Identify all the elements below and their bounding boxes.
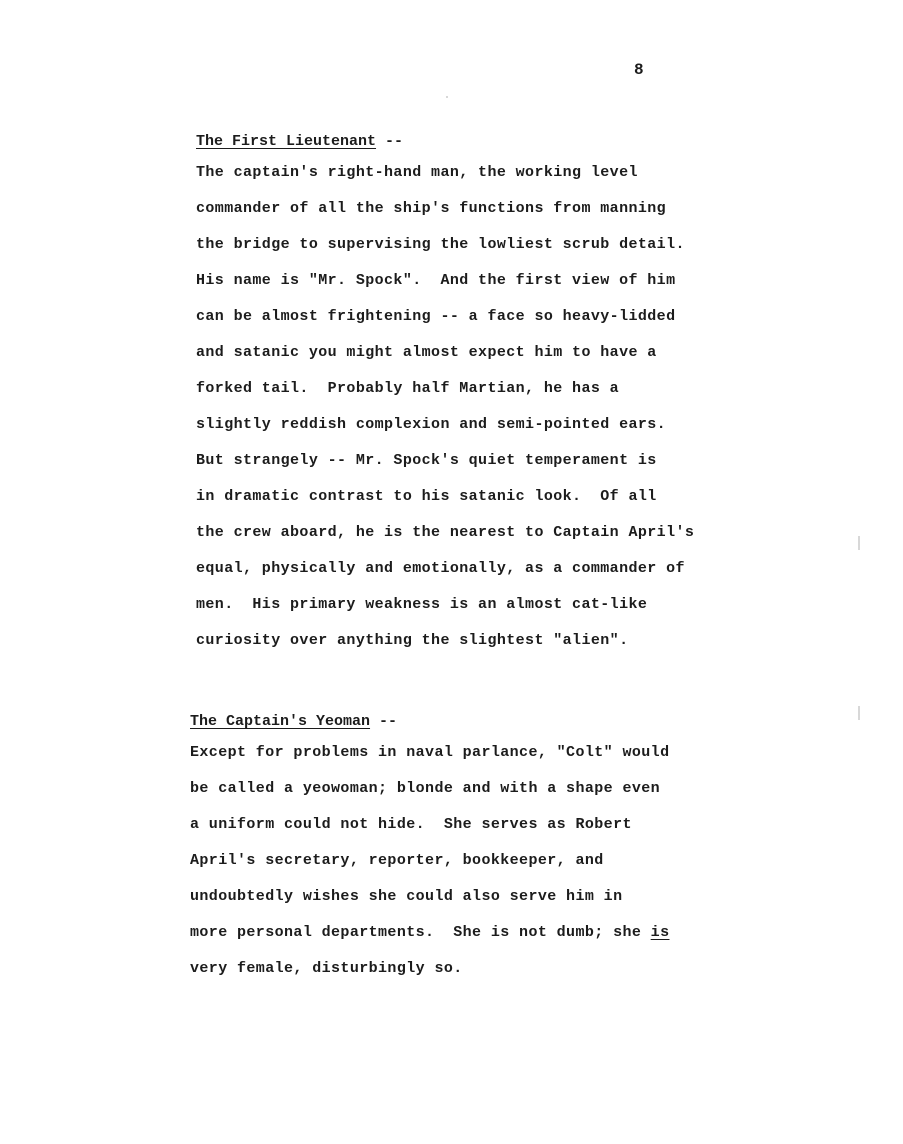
text-line: men. His primary weakness is an almost cat-like bbox=[196, 596, 648, 613]
text-line: the crew aboard, he is the nearest to Captain April's bbox=[196, 524, 695, 541]
text-line: can be almost frightening -- a face so heavy-lidded bbox=[196, 308, 676, 325]
text-line: curiosity over anything the slightest "alien". bbox=[196, 632, 629, 649]
text-line: very female, disturbingly so. bbox=[190, 960, 463, 977]
section-heading-title: The First Lieutenant bbox=[196, 133, 377, 150]
text-line: April's secretary, reporter, bookkeeper, and bbox=[190, 852, 604, 869]
text-line: The captain's right-hand man, the working level bbox=[196, 164, 638, 181]
text-line: Except for problems in naval parlance, "Colt" would bbox=[190, 744, 670, 761]
section-heading bbox=[196, 129, 816, 155]
text-line: and satanic you might almost expect him to have a bbox=[196, 344, 657, 361]
text-line: commander of all the ship's functions from manning bbox=[196, 200, 667, 217]
text-line: in dramatic contrast to his satanic look. Of all bbox=[196, 488, 657, 505]
scan-speck bbox=[446, 96, 448, 98]
section-first-lieutenant bbox=[196, 129, 816, 659]
section-heading bbox=[190, 709, 810, 735]
section-heading-dash: -- bbox=[370, 713, 398, 730]
text-line: the bridge to supervising the lowliest scrub detail. bbox=[196, 236, 685, 253]
page-number: 8 bbox=[634, 61, 644, 79]
text-line: forked tail. Probably half Martian, he has a bbox=[196, 380, 620, 397]
scan-speck bbox=[858, 706, 860, 720]
text-line: be called a yeowoman; blonde and with a shape even bbox=[190, 780, 661, 797]
text-line: slightly reddish complexion and semi-pointed ears. bbox=[196, 416, 667, 433]
text-line: undoubtedly wishes she could also serve him in bbox=[190, 888, 623, 905]
section-heading-title: The Captain's Yeoman bbox=[190, 713, 371, 730]
scan-speck bbox=[858, 536, 860, 550]
text-line: equal, physically and emotionally, as a commander of bbox=[196, 560, 685, 577]
text-line: But strangely -- Mr. Spock's quiet temperament is bbox=[196, 452, 657, 469]
text-line-body: more personal departments. She is not dumb; she bbox=[190, 924, 651, 941]
text-line: a uniform could not hide. She serves as Robert bbox=[190, 816, 632, 833]
section-captains-yeoman bbox=[190, 709, 810, 987]
section-heading-dash: -- bbox=[376, 133, 404, 150]
emphasis-word: is bbox=[650, 924, 670, 941]
text-line: His name is "Mr. Spock". And the first view of him bbox=[196, 272, 676, 289]
text-line bbox=[190, 915, 810, 951]
